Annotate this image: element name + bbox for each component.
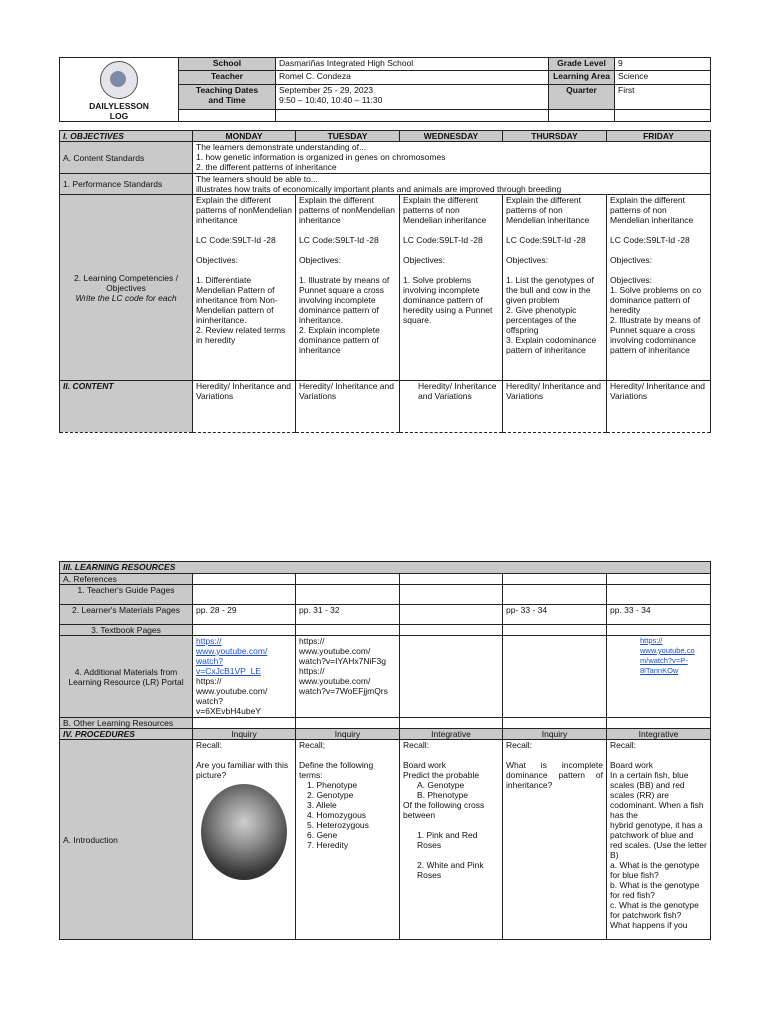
approach-wednesday: Integrative (400, 729, 503, 740)
content-heading: II. CONTENT (60, 381, 193, 433)
competencies-sub: Write the LC code for each (75, 292, 177, 303)
term-item: 1. Phenotype (307, 780, 358, 790)
wed-cross-item: 1. Pink and Red Roses (417, 830, 478, 850)
wed-cross-item: 2. White and Pink Roses (417, 860, 484, 880)
tue-question: Define the following terms: (299, 760, 374, 780)
lm-monday: pp. 28 - 29 (193, 605, 296, 625)
content-tuesday: Heredity/ Inheritance and Variations (296, 381, 400, 433)
wed-text: Board work Predict the probable (403, 760, 480, 780)
procedures-heading: IV. PROCEDURES (60, 729, 193, 740)
day-tuesday: TUESDAY (296, 131, 400, 142)
performance-standards-label: 1. Performance Standards (60, 174, 193, 195)
introduction-label: A. Introduction (60, 740, 193, 940)
content-wednesday: Heredity/ Inheritance and Variations (400, 381, 503, 433)
competencies-label: 2. Learning Competencies / Objectives (74, 272, 178, 293)
term-item: 5. Heterozygous (307, 820, 369, 830)
wed-recall: Recall: (403, 740, 429, 750)
fri-text: Board work In a certain fish, blue scales (BB) and red scales (RR) are codominant. When a fish has the hybrid genotype, it has a patchwork of blue and red scales. (Use the letter B) a. What is the genotype for blue fish? b. What is the genotype for red fish? c. What is the genotype for patchwork fish? What happens if you (610, 760, 707, 930)
mendel-portrait-image (201, 784, 287, 880)
lm-tuesday: pp. 31 - 32 (296, 605, 400, 625)
objectives-heading: I. OBJECTIVES (60, 131, 193, 142)
content-standards-text: The learners demonstrate understanding of... 1. how genetic information is organized in genes on chromosomes 2. the different patterns of inheritance (193, 142, 711, 174)
header-table (59, 57, 711, 122)
grade-value: 9 (615, 58, 711, 71)
teacher-label: Teacher (179, 71, 276, 84)
day-wednesday: WEDNESDAY (400, 131, 503, 142)
area-label: Learning Area (549, 71, 615, 84)
day-monday: MONDAY (193, 131, 296, 142)
content-friday: Heredity/ Inheritance and Variations (607, 381, 711, 433)
tue-recall: Recall; (299, 740, 325, 750)
day-friday: FRIDAY (607, 131, 711, 142)
teachers-guide-label: 1. Teacher's Guide Pages (60, 585, 193, 605)
approach-monday: Inquiry (193, 729, 296, 740)
youtube-link-1[interactable]: https:// www.youtube.com/ watch? v=CxJcB1VP_LE (196, 636, 268, 676)
school-value: Dasmariñas Integrated High School (276, 58, 549, 71)
quarter-value: First (615, 84, 711, 109)
content-monday: Heredity/ Inheritance and Variations (193, 381, 296, 433)
term-item: 4. Homozygous (307, 810, 367, 820)
wed-text2: Of the following cross between (403, 800, 485, 820)
thu-question: What is incomplete dominance pattern of inheritance? (506, 760, 603, 790)
thu-recall: Recall: (506, 740, 532, 750)
term-item: 2. Genotype (307, 790, 354, 800)
intro-friday (607, 740, 711, 940)
competency-thursday: Explain the different patterns of non Mendelian inheritance LC Code:S9LT-Id -28 Objectives: 1. List the genotypes of the bull and cow in the given problem 2. Give phenotypic percentages of the offspring 3. Explain codominance pattern of inheritance (503, 195, 607, 381)
competencies-label-cell (60, 195, 193, 381)
additional-materials-label: 4. Additional Materials from Learning Resource (LR) Portal (60, 636, 193, 718)
intro-monday (193, 740, 296, 940)
youtube-link-friday[interactable]: https:// www.youtube.co m/watch?v=P- 8lTannKOw (640, 636, 695, 675)
intro-thursday (503, 740, 607, 940)
quarter-label: Quarter (549, 84, 615, 109)
dates-value: September 25 - 29, 2023 9:50 – 10:40, 10:40 – 11:30 (276, 84, 549, 109)
intro-tuesday (296, 740, 400, 940)
log-title: DAILYLESSON LOG (89, 101, 149, 121)
lm-thursday: pp- 33 - 34 (503, 605, 607, 625)
wed-list-item: A. Genotype (417, 780, 465, 790)
competency-wednesday: Explain the different patterns of non Mendelian inheritance LC Code:S9LT-Id -28 Objectives: 1. Solve problems involving incomplete dominance pattern of heredity using a Punnet square. (400, 195, 503, 381)
lm-friday: pp. 33 - 34 (607, 605, 711, 625)
wed-list-item: B. Phenotype (417, 790, 469, 800)
references-label: A. References (60, 574, 193, 585)
am-tuesday: https:// www.youtube.com/ watch?v=IYAHx7NiF3g https:// www.youtube.com/ watch?v=7WoEFjjmQrs (296, 636, 400, 718)
grade-label: Grade Level (549, 58, 615, 71)
textbook-label: 3. Textbook Pages (60, 625, 193, 636)
competency-monday: Explain the different patterns of nonMendelian inheritance LC Code:S9LT-Id -28 Objectives: 1. Differentiate Mendelian Pattern of inheritance from Non-Mendelian pattern of ininheritance. 2. Review related terms in heredity (193, 195, 296, 381)
competency-friday: Explain the different patterns of non Mendelian inheritance LC Code:S9LT-Id -28 Objectives: Objectives: 1. Solve problems on co dominance pattern of heredity 2. Illustrate by means of Punnet square a cross involving codominance pattern of inheritance (607, 195, 711, 381)
teacher-value: Romel C. Condeza (276, 71, 549, 84)
deped-seal-icon (100, 61, 138, 99)
mon-question: Are you familiar with this picture? (196, 760, 289, 780)
other-resources-label: B. Other Learning Resources (60, 718, 193, 729)
resources-heading: III. LEARNING RESOURCES (60, 562, 711, 574)
term-item: 3. Allele (307, 800, 337, 810)
intro-wednesday (400, 740, 503, 940)
lm-wednesday (400, 605, 503, 625)
content-thursday: Heredity/ Inheritance and Variations (503, 381, 607, 433)
objectives-table (59, 130, 711, 433)
term-item: 6. Gene (307, 830, 338, 840)
school-label: School (179, 58, 276, 71)
youtube-url-2: https:// www.youtube.com/ watch? v=6XEvbH4ubeY (196, 676, 268, 716)
am-monday (193, 636, 296, 718)
day-thursday: THURSDAY (503, 131, 607, 142)
resources-table (59, 561, 711, 940)
learners-materials-label: 2. Learner's Materials Pages (60, 605, 193, 625)
performance-standards-text: The learners should be able to... illustrates how traits of economically important plants and animals are improved through breeding (193, 174, 711, 195)
dates-label: Teaching Dates and Time (179, 84, 276, 109)
term-item: 7. Heredity (307, 840, 349, 850)
fri-recall: Recall: (610, 740, 636, 750)
deped-logo-cell (60, 58, 179, 122)
approach-friday: Integrative (607, 729, 711, 740)
competency-tuesday: Explain the different patterns of nonMendelian inheritance LC Code:S9LT-Id -28 Objectives: 1. Illustrate by means of Punnet square a cross involving incomplete dominance pattern of inheritance. 2. Explain incomplete dominance pattern of inheritance (296, 195, 400, 381)
approach-tuesday: Inquiry (296, 729, 400, 740)
mon-recall: Recall: (196, 740, 222, 750)
area-value: Science (615, 71, 711, 84)
approach-thursday: Inquiry (503, 729, 607, 740)
am-friday (607, 636, 711, 718)
content-standards-label: A. Content Standards (60, 142, 193, 174)
